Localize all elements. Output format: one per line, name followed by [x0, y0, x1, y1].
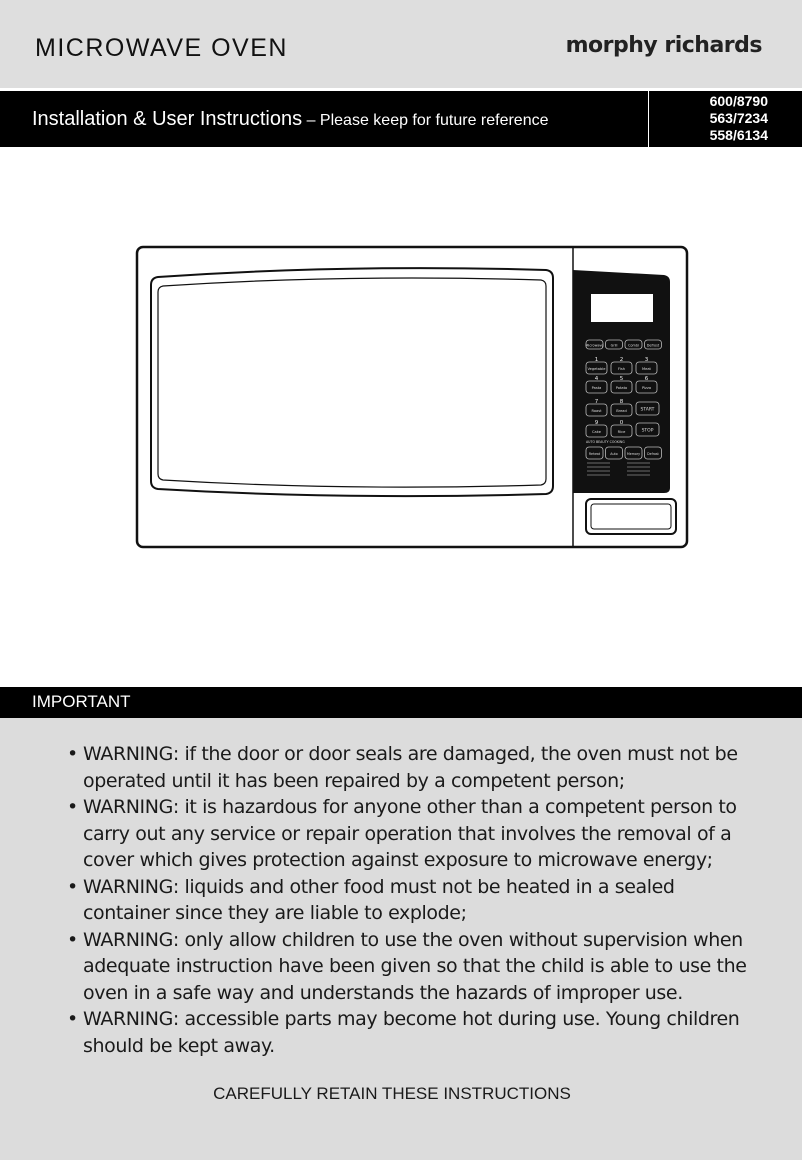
mode-grill-label: Grill — [610, 343, 618, 348]
warning-item — [66, 927, 766, 1007]
warning-text: WARNING: only allow children to use the oven without supervision when adequate instruction have been given so that the child is able to use the oven in a safe way and understands the hazards of improper use. — [83, 928, 747, 1004]
bullet-icon: • — [67, 1008, 78, 1030]
mode-microwave-label: Microwave — [585, 343, 604, 348]
model-number: 558/6134 — [709, 127, 768, 143]
mode-defrost-label: Defrost — [646, 343, 660, 348]
key-1-label: Vegetable — [587, 367, 606, 371]
mode-combi-label: Combi — [628, 343, 639, 348]
key-number-1: 1 — [594, 357, 599, 363]
bullet-icon: • — [67, 796, 78, 818]
key-7-label: Roast — [591, 409, 602, 413]
bottom-defrost-label: Defrost — [647, 452, 659, 456]
key-8-label: Bread — [616, 409, 627, 413]
warning-item — [66, 794, 766, 874]
instructions-title-main: Installation & User Instructions — [32, 108, 303, 130]
key-number-8: 8 — [619, 399, 624, 405]
key-number-0: 0 — [619, 420, 624, 426]
retain-instructions-note: CAREFULLY RETAIN THESE INSTRUCTIONS — [213, 1084, 571, 1103]
key-number-3: 3 — [644, 357, 649, 363]
key-number-5: 5 — [619, 376, 624, 382]
bullet-icon: • — [67, 928, 78, 951]
warning-text: WARNING: accessible parts may become hot during use. Young children should be kept away. — [83, 1008, 740, 1057]
instructions-subtitle: – Please keep for future reference — [306, 112, 549, 129]
warning-text: WARNING: liquids and other food must not be heated in a sealed container since they are liable to explode; — [83, 875, 675, 924]
bottom-reheat-label: Reheat — [588, 452, 601, 456]
bullet-icon: • — [67, 875, 78, 898]
key-6-label: Pizza — [641, 386, 652, 390]
bottom-auto-label: Auto — [610, 452, 618, 456]
warning-text: WARNING: it is hazardous for anyone other than a competent person to carry out any service or repair operation that involves the removal of a cover which gives protection against exposure to microwave energy; — [83, 796, 737, 871]
key-9-label: Cake — [592, 430, 601, 434]
start-label: START — [640, 407, 655, 413]
model-number: 563/7234 — [709, 110, 768, 126]
warning-list — [66, 741, 766, 1059]
key-number-9: 9 — [594, 420, 599, 426]
bullet-icon: • — [67, 743, 78, 765]
display-window — [591, 294, 653, 322]
key-0-label: Rice — [617, 430, 626, 434]
brand-logo: morphy richards — [565, 33, 762, 58]
key-3-label: Meat — [642, 367, 651, 371]
key-number-7: 7 — [594, 399, 599, 405]
key-5-label: Potato — [615, 386, 628, 390]
model-number: 600/8790 — [709, 93, 768, 109]
warning-item — [66, 874, 766, 927]
key-number-4: 4 — [594, 376, 599, 382]
bottom-memory-label: Memory — [627, 452, 640, 456]
stop-label: STOP — [641, 428, 654, 434]
warning-item — [66, 741, 766, 794]
warning-item — [66, 1006, 766, 1059]
auto-cooking-label: AUTO BEAUTY COOKING — [586, 440, 625, 444]
key-number-6: 6 — [644, 376, 649, 382]
key-4-label: Pasta — [591, 386, 602, 390]
product-title: MICROWAVE OVEN — [35, 34, 288, 62]
important-heading: IMPORTANT — [32, 692, 131, 711]
warning-text: WARNING: if the door or door seals are damaged, the oven must not be operated until it has been repaired by a competent person; — [83, 743, 738, 792]
key-2-label: Fish — [618, 367, 625, 371]
key-number-2: 2 — [619, 357, 624, 363]
